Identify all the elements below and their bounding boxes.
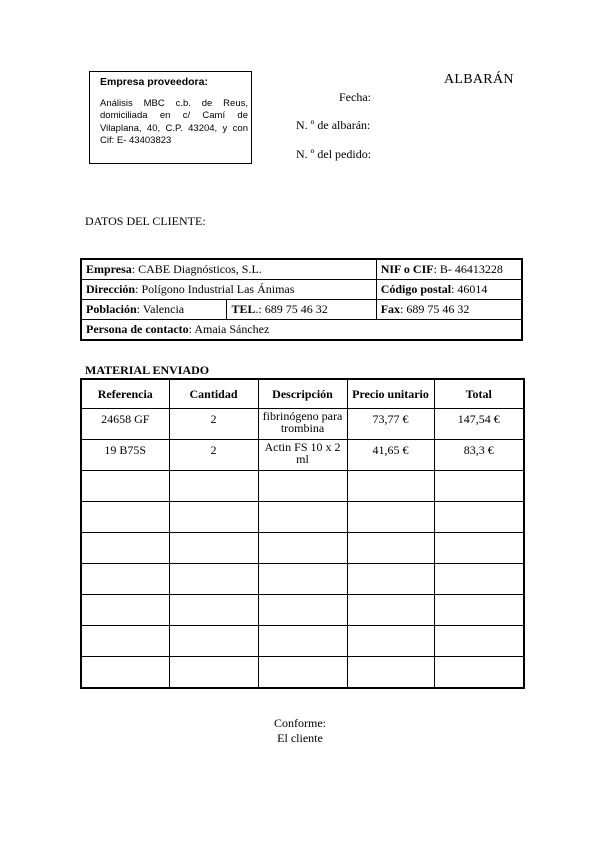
table-cell [434,626,524,657]
table-row [81,595,524,626]
table-cell [169,502,258,533]
client-row-company [81,259,522,280]
table-cell: 83,3 € [434,440,524,471]
table-cell [81,657,169,688]
table-row [81,657,524,688]
table-cell [347,533,434,564]
table-cell [169,564,258,595]
table-row [81,471,524,502]
table-cell [347,471,434,502]
client-section-heading: DATOS DEL CLIENTE: [85,214,206,228]
table-cell [81,533,169,564]
table-cell [169,657,258,688]
table-cell: 24658 GF [81,409,169,440]
table-cell [347,502,434,533]
table-cell [258,502,347,533]
table-cell [258,471,347,502]
table-cell: 2 [169,440,258,471]
table-cell: Actin FS 10 x 2 ml [258,440,347,471]
table-cell [81,471,169,502]
client-row-address [81,280,522,300]
material-header-row [81,379,524,409]
table-cell [434,502,524,533]
table-row [81,440,524,471]
table-cell [347,595,434,626]
fax-cell: Fax: 689 75 46 32 [376,300,522,320]
table-row [81,502,524,533]
table-cell [347,657,434,688]
tax-id-cell: NIF o CIF: B- 46413228 [376,259,522,280]
material-table [80,378,525,689]
column-header: Descripción [258,379,347,409]
signature-block [0,716,600,746]
table-row [81,533,524,564]
conformity-label: Conforme: [274,716,326,730]
table-cell [81,626,169,657]
client-data-table [80,258,523,341]
supplier-title: Empresa proveedora: [100,76,208,88]
table-cell: fibrinógeno para trombina [258,409,347,440]
table-cell [434,564,524,595]
table-cell: 41,65 € [347,440,434,471]
table-cell [347,564,434,595]
table-cell [169,471,258,502]
client-row-contact [81,320,522,341]
table-cell [258,657,347,688]
column-header: Precio unitario [347,379,434,409]
table-cell: 147,54 € [434,409,524,440]
table-row [81,409,524,440]
table-cell: 73,77 € [347,409,434,440]
table-cell [434,533,524,564]
company-cell: Empresa: CABE Diagnósticos, S.L. [81,259,376,280]
document-title: ALBARÁN [444,72,514,87]
table-cell [258,533,347,564]
table-cell [258,564,347,595]
table-cell [347,626,434,657]
column-header: Cantidad [169,379,258,409]
table-cell [258,595,347,626]
column-header: Referencia [81,379,169,409]
table-cell: 2 [169,409,258,440]
column-header: Total [434,379,524,409]
client-signature-label: El cliente [277,731,323,745]
table-cell: 19 B75S [81,440,169,471]
table-cell [169,595,258,626]
table-cell [169,626,258,657]
table-cell [81,595,169,626]
table-row [81,564,524,595]
table-cell [169,533,258,564]
supplier-details: Análisis MBC c.b. de Reus, domiciliada en c/ Camí de Vilaplana, 40, C.P. 43204, y con Cif: E- 43403823 [100,98,248,147]
table-cell [81,564,169,595]
table-cell [434,595,524,626]
table-cell [258,626,347,657]
delivery-note-number-label: N. º de albarán: [296,118,371,132]
material-section-heading: MATERIAL ENVIADO [85,363,210,377]
table-cell [81,502,169,533]
table-cell [434,657,524,688]
date-field-label: Fecha: [339,90,371,104]
contact-cell: Persona de contacto: Amaia Sánchez [81,320,522,341]
table-row [81,626,524,657]
supplier-box [89,71,252,164]
address-cell: Dirección: Polígono Industrial Las Ánimas [81,280,376,300]
table-cell [434,471,524,502]
city-cell: Población: Valencia [81,300,227,320]
postal-code-cell: Código postal: 46014 [376,280,522,300]
phone-cell: TEL.: 689 75 46 32 [227,300,376,320]
client-row-city [81,300,522,320]
order-number-label: N. º del pedido: [296,147,372,161]
